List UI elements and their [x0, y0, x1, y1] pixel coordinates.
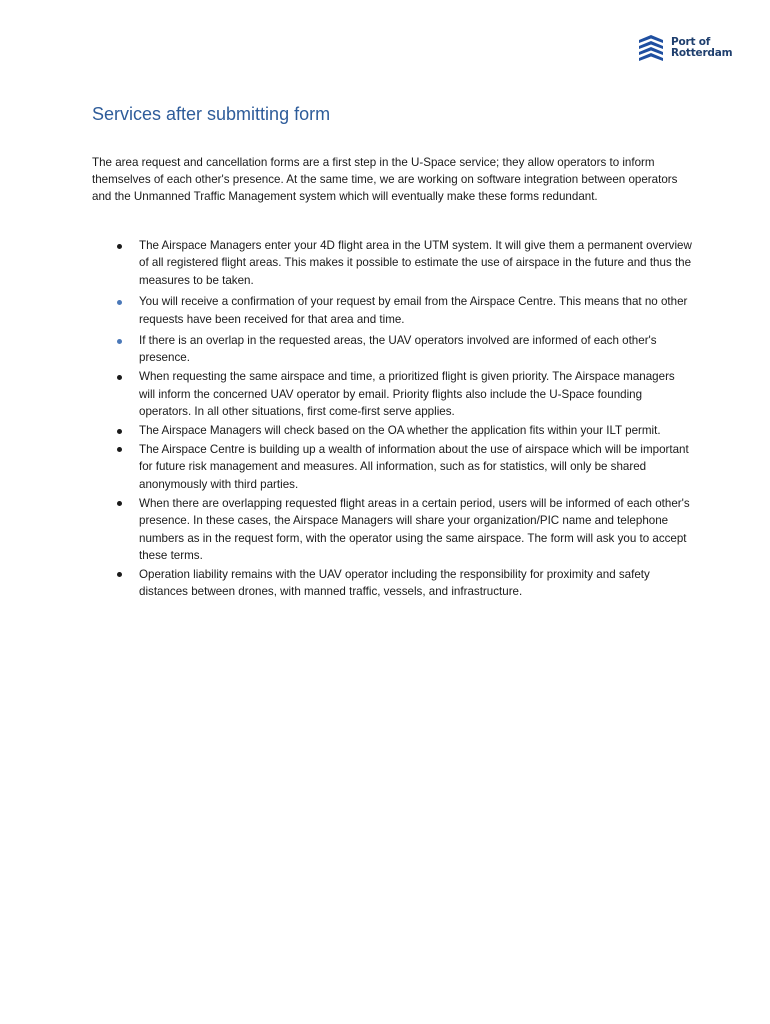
- intro-paragraph: The area request and cancellation forms are a first step in the U-Space service; they allow operators to inform themselves of each other's presence. At the same time, we are working on software integration between operators and the Unmanned Traffic Management system which will eventually make these forms redundant.: [92, 156, 678, 203]
- list-item-text: When there are overlapping requested flight areas in a certain period, users will be informed of each other's presence. In these cases, the Airspace Managers will share your organization/PIC name and telephone numbers as in the request form, with the operator using the same airspace. The form will ask you to accept these terms.: [139, 496, 690, 562]
- list-item: [92, 237, 692, 289]
- logo-line-2: Rotterdam: [671, 47, 733, 59]
- list-item: [92, 441, 692, 493]
- bullet-icon: [117, 339, 122, 344]
- list-item: [92, 422, 692, 439]
- list-item-text: The Airspace Managers enter your 4D flight area in the UTM system. It will give them a permanent overview of all registered flight areas. This makes it possible to estimate the use of airspace in the future and thus the measures to be taken.: [139, 239, 692, 287]
- list-item-text: The Airspace Managers will check based on the OA whether the application fits within your ILT permit.: [139, 424, 661, 438]
- logo-wordmark: [671, 37, 732, 59]
- list-item-text: If there is an overlap in the requested areas, the UAV operators involved are informed of each other's presence.: [139, 334, 657, 365]
- bullet-icon: [117, 429, 122, 434]
- bullet-icon: [117, 375, 122, 380]
- list-item-text: The Airspace Centre is building up a wealth of information about the use of airspace which will be important for future risk management and measures. All information, such as for statistics, will only be shared anonymously with third parties.: [139, 442, 689, 491]
- logo-line-1: Port of: [671, 36, 711, 48]
- list-item-text: You will receive a confirmation of your request by email from the Airspace Centre. This means that no other requests have been received for that area and time.: [139, 295, 688, 326]
- port-logo-icon: [637, 34, 665, 62]
- page-title: Services after submitting form: [92, 104, 331, 124]
- bullet-icon: [117, 244, 122, 249]
- bullet-icon: [117, 501, 122, 506]
- list-item-text: Operation liability remains with the UAV operator including the responsibility for proximity and safety distances between drones, with manned traffic, vessels, and infrastructure.: [139, 567, 650, 599]
- list-item: [92, 293, 692, 328]
- list-item-text: When requesting the same airspace and time, a prioritized flight is given priority. The Airspace managers will inform the concerned UAV operator by email. Priority flights also include the U-Space founding operators. In all other situations, first come-first serve applies.: [139, 370, 675, 419]
- bullet-list: [92, 237, 692, 602]
- port-of-rotterdam-logo: [637, 34, 732, 62]
- bullet-icon: [117, 300, 122, 305]
- bullet-icon: [117, 572, 122, 577]
- list-item: [92, 368, 692, 420]
- list-item: [92, 495, 692, 565]
- list-item: [92, 566, 692, 601]
- list-item: [92, 332, 692, 367]
- bullet-icon: [117, 447, 122, 452]
